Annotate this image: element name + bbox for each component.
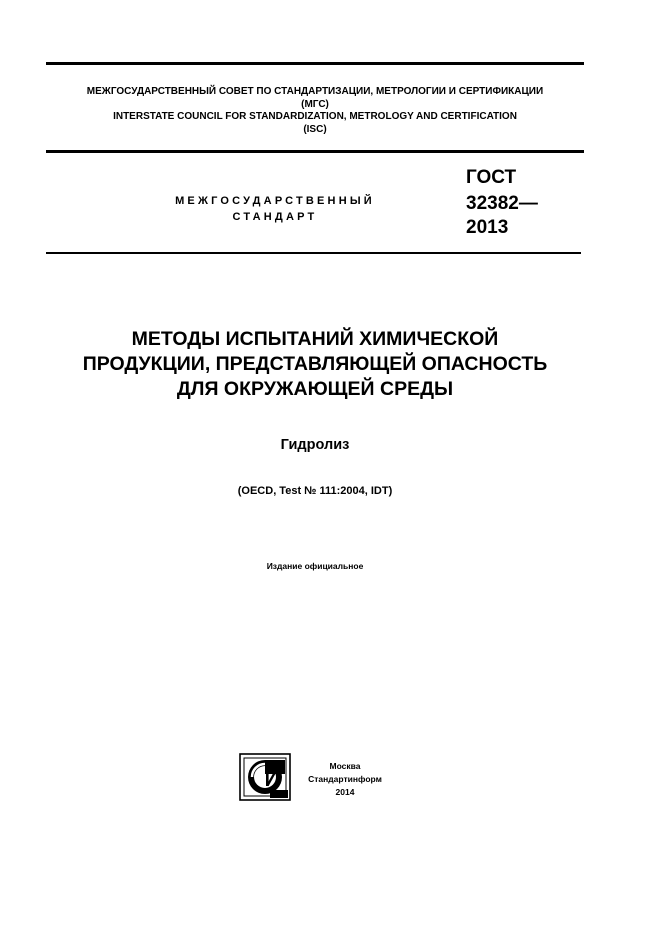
council-name-ru: МЕЖГОСУДАРСТВЕННЫЙ СОВЕТ ПО СТАНДАРТИЗАЦИИ, МЕТРОЛОГИИ И СЕРТИФИКАЦИИ <box>86 86 544 97</box>
gost-label: ГОСТ <box>466 167 517 188</box>
document-subtitle: Гидролиз <box>280 437 350 453</box>
gost-number: 32382— <box>466 193 538 214</box>
document-title <box>30 327 600 402</box>
council-abbr-en: (ISC) <box>303 124 327 135</box>
standard-type-line-1: МЕЖГОСУДАРСТВЕННЫЙ <box>175 195 375 207</box>
council-abbr-ru: (МГС) <box>301 99 329 110</box>
edition-note: Издание официальное <box>266 561 364 571</box>
publisher-year: 2014 <box>335 787 355 797</box>
standard-type-line-2: СТАНДАРТ <box>232 211 318 223</box>
source-reference: (OECD, Test № 111:2004, IDT) <box>237 485 393 497</box>
publisher-city: Москва <box>329 761 361 771</box>
middle-rule <box>46 150 584 153</box>
title-line-1: МЕТОДЫ ИСПЫТАНИЙ ХИМИЧЕСКОЙ <box>131 328 499 350</box>
lower-rule <box>46 252 581 254</box>
council-name-en: INTERSTATE COUNCIL FOR STANDARDIZATION, METROLOGY AND CERTIFICATION <box>113 111 517 122</box>
top-rule <box>46 62 584 65</box>
publisher-logo-icon <box>238 752 292 802</box>
gost-year: 2013 <box>466 217 509 238</box>
publisher-name: Стандартинформ <box>308 774 382 784</box>
title-line-3: ДЛЯ ОКРУЖАЮЩЕЙ СРЕДЫ <box>176 378 454 400</box>
title-line-2: ПРОДУКЦИИ, ПРЕДСТАВЛЯЮЩЕЙ ОПАСНОСТЬ <box>82 353 548 375</box>
